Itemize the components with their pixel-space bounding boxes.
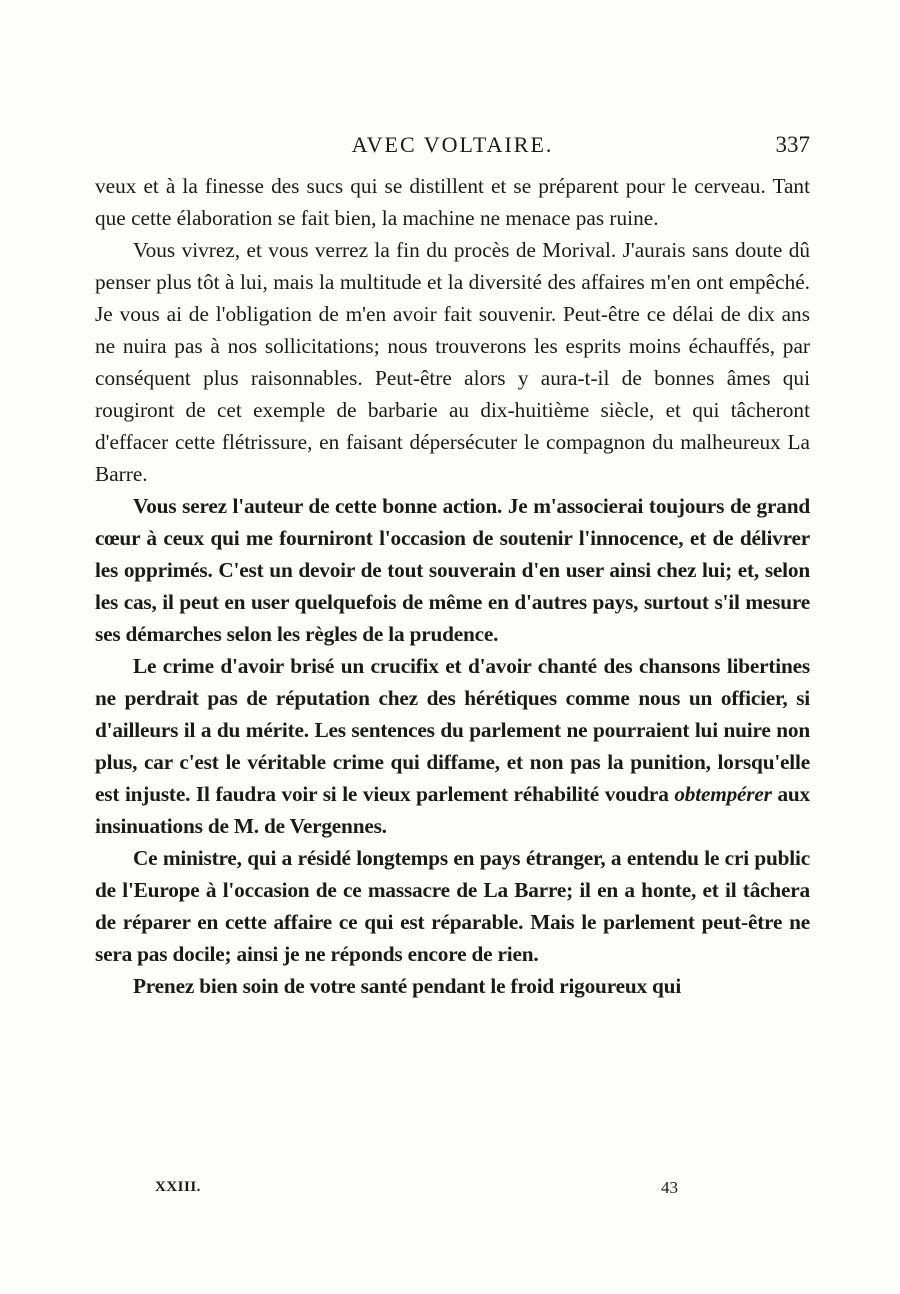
paragraph-1: veux et à la finesse des sucs qui se distillent et se préparent pour le cerveau. Tant que cette élaboration se fait bien, la machine ne menace pas ruine. xyxy=(95,174,810,230)
page-number: 337 xyxy=(775,132,810,157)
running-title: AVEC VOLTAIRE. xyxy=(351,132,554,157)
signature-mark: XXIII. xyxy=(155,1179,201,1195)
running-head xyxy=(95,130,810,162)
paragraph-6: Prenez bien soin de votre santé pendant le froid rigoureux qui xyxy=(133,974,682,998)
body-text xyxy=(95,170,810,1002)
paragraph-3: Vous serez l'auteur de cette bonne action. Je m'associerai toujours de grand cœur à ceux qui me fourniront l'occasion de soutenir l'innocence, et de délivrer les opprimés. C'est un devoir de tout souverain d'en user ainsi chez lui; et, selon les cas, il peut en user quelquefois de même en d'autres pays, surtout s'il mesure ses démarches selon les règles de la prudence. xyxy=(95,494,810,646)
emphasized-word: obtempérer xyxy=(674,782,772,806)
paragraph-4-text-after: aux insinuations de M. de Vergennes. xyxy=(95,782,810,838)
paragraph-4 xyxy=(95,650,810,842)
page-footer xyxy=(95,1176,810,1202)
paragraph-5: Ce ministre, qui a résidé longtemps en pays étranger, a entendu le cri public de l'Europe à l'occasion de ce massacre de La Barre; il en a honte, et il tâchera de réparer en cette affaire ce qui est réparable. Mais le parlement peut-être ne sera pas docile; ainsi je ne réponds encore de rien. xyxy=(95,846,810,966)
paragraph-4-text-before: Le crime d'avoir brisé un crucifix et d'avoir chanté des chansons libertines ne perdrait pas de réputation chez des hérétiques comme nous un officier, si d'ailleurs il a du mérite. Les sentences du parlement ne pourraient lui nuire non plus, car c'est le véritable crime qui diffame, et non pas la punition, lorsqu'elle est injuste. Il faudra voir si le vieux parlement réhabilité voudra xyxy=(95,654,810,806)
paragraph-2: Vous vivrez, et vous verrez la fin du procès de Morival. J'aurais sans doute dû penser plus tôt à lui, mais la multitude et la diversité des affaires m'en ont empêché. Je vous ai de l'obligation de m'en avoir fait souvenir. Peut-être ce délai de dix ans ne nuira pas à nos sollicitations; nous trouverons les esprits moins échauffés, par conséquent plus raisonnables. Peut-être alors y aura-t-il de bonnes âmes qui rougiront de cet exemple de barbarie au dix-huitième siècle, et qui tâcheront d'effacer cette flétrissure, en faisant dépersécuter le compagnon du malheureux La Barre. xyxy=(95,238,810,486)
sheet-number: 43 xyxy=(661,1178,678,1197)
